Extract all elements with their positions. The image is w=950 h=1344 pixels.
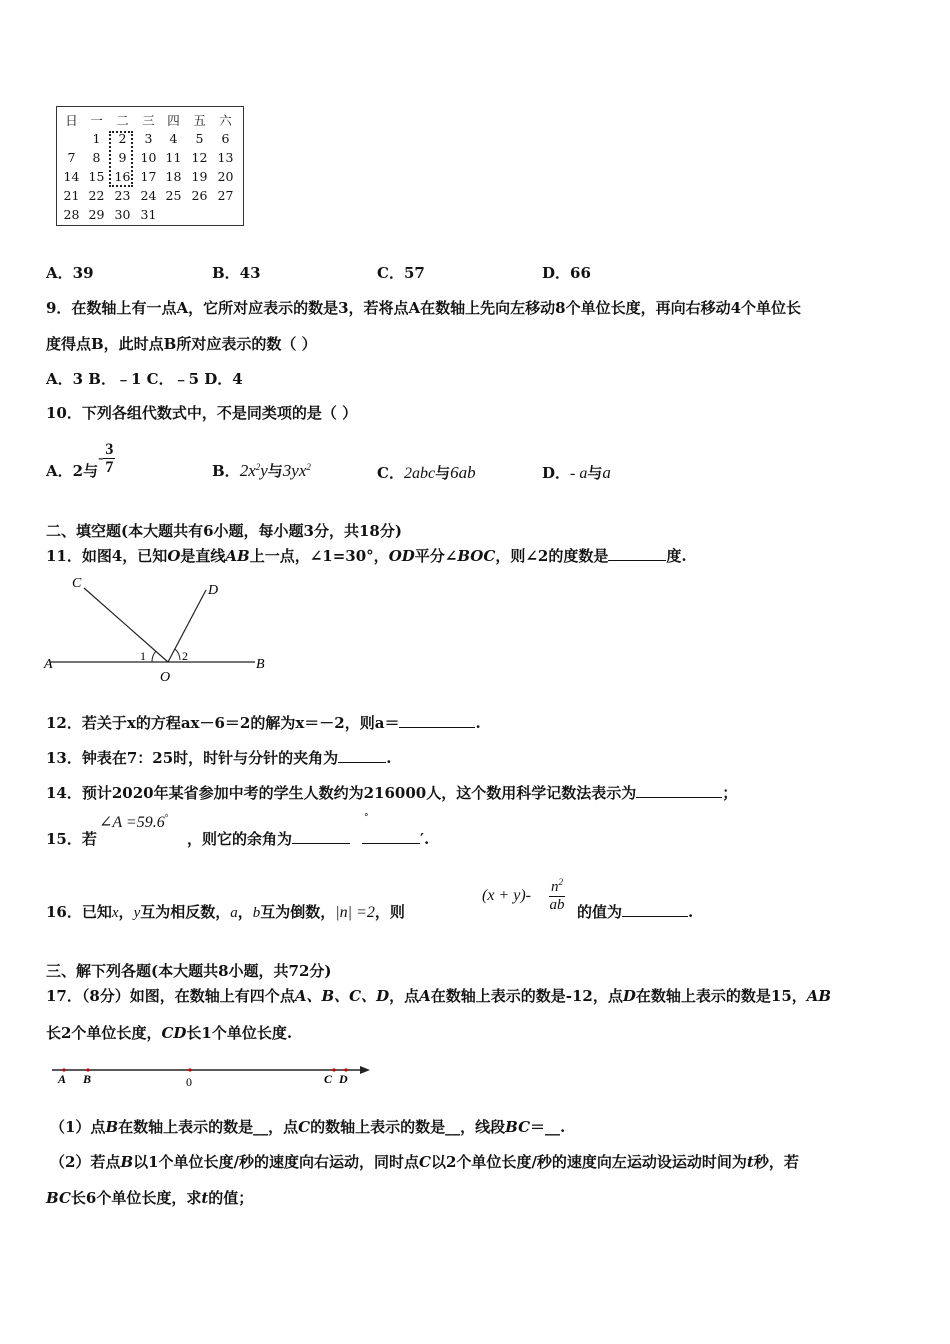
calendar-day-cell: 18 (165, 169, 182, 184)
q8-option-c: C．57 (377, 264, 425, 282)
calendar-day-cell: 20 (217, 169, 234, 184)
calendar-header-cell: 二 (116, 113, 129, 128)
q10-a-label: A．2与 (46, 462, 99, 480)
q17-line2: 长2个单位长度，CD长1个单位长度. (46, 1024, 293, 1042)
calendar-day-cell: 25 (165, 188, 182, 203)
calendar-day-cell: 27 (217, 188, 234, 203)
label-d: D (208, 583, 219, 598)
calendar-day-cell: 10 (140, 150, 157, 165)
calendar-day-cell: 5 (195, 131, 204, 146)
calendar-day-cell: 24 (140, 188, 157, 203)
calendar-day-cell: 9 (118, 150, 127, 165)
calendar-header-cell: 一 (90, 113, 103, 128)
calendar-day-cell: 26 (191, 188, 208, 203)
ray-oc (84, 588, 168, 662)
q16-expression: (x + y)- (482, 887, 531, 904)
q8-option-a: A．39 (46, 264, 94, 282)
calendar-day-cell: 8 (92, 150, 101, 165)
calendar-day-cell: 22 (88, 188, 105, 203)
q16-tail: 的值为 . (577, 903, 694, 921)
q17-line1: 17．（8分）如图，在数轴上有四个点A、B、C、D，点A在数轴上表示的数是-12，点D在数轴上表示的数是15，AB (46, 987, 832, 1005)
q15-blank-2 (362, 829, 420, 844)
q11-blank (608, 546, 666, 561)
q17-part1: （1）点B在数轴上表示的数是__，点C的数轴上表示的数是__，线段BC＝__. (50, 1118, 566, 1136)
q17-part2-line2: BC长6个单位长度，求t的值； (46, 1189, 254, 1207)
q14-blank (636, 783, 722, 798)
q17-part2-line1: （2）若点B以1个单位长度/秒的速度向右运动，同时点C以2个单位长度/秒的速度向左运动设运动时间为t秒，若 (50, 1153, 799, 1171)
calendar-header-cell: 六 (219, 113, 232, 128)
calendar-day-cell: 16 (114, 169, 131, 184)
q10-a-neg: - (98, 449, 104, 467)
q8-option-b: B．43 (212, 264, 261, 282)
label-a: A (44, 657, 53, 672)
q10-stem: 10．下列各组代数式中，不是同类项的是（ ） (46, 404, 358, 422)
q15-blank-1 (292, 829, 350, 844)
calendar-day-cell: 14 (63, 169, 80, 184)
calendar-day-cell: 23 (114, 188, 131, 203)
q15-expr: ∠A =59.6° (99, 812, 169, 831)
point-zero (188, 1068, 191, 1071)
calendar-day-cell: 13 (217, 150, 234, 165)
calendar-day-cell: 11 (165, 150, 182, 165)
figure-4-angle-diagram (40, 570, 280, 690)
q13-text: 13．钟表在7：25时，时针与分针的夹角为 . (46, 749, 392, 767)
calendar-day-cell: 31 (140, 207, 157, 222)
q9-line2: 度得点B，此时点B所对应表示的数（ ） (46, 335, 317, 353)
number-line-arrow-icon (360, 1066, 370, 1074)
calendar-day-cell: 21 (63, 188, 80, 203)
q16-blank (622, 902, 688, 917)
calendar-day-cell: 12 (191, 150, 208, 165)
calendar-day-cell: 30 (114, 207, 131, 222)
calendar-day-cell: 6 (221, 131, 230, 146)
numline-label-d: D (339, 1072, 348, 1086)
point-c (332, 1068, 335, 1071)
calendar-day-cell: 15 (88, 169, 105, 184)
section2-title: 二、填空题(本大题共有6小题，每小题3分，共18分) (46, 522, 402, 540)
calendar-day-cell: 4 (169, 131, 178, 146)
q10-option-d: D．- a与a (542, 463, 611, 482)
numline-label-a: A (58, 1072, 67, 1086)
angle-2-arc (175, 649, 180, 660)
label-b: B (256, 657, 265, 672)
calendar-day-cell: 7 (67, 150, 76, 165)
label-angle-1: 1 (140, 649, 146, 663)
q16-fraction: $\frac{n^2}{ab}$ (549, 874, 565, 914)
q9-line1: 9．在数轴上有一点A，它所对应表示的数是3，若将点A在数轴上先向左移动8个单位长度，再向右移动4个单位长 (46, 299, 802, 317)
q10-option-a (46, 436, 115, 481)
number-line-figure (48, 1058, 378, 1092)
calendar-header-cell: 日 (65, 113, 78, 128)
q16-text: 16．已知x，y互为相反数，a，b互为倒数，|n| =2，则 (46, 903, 405, 921)
numline-label-c: C (324, 1072, 333, 1086)
q10-option-c: C．2abc与6ab (377, 463, 476, 482)
label-o: O (160, 670, 171, 685)
calendar-day-cell: 1 (92, 131, 101, 146)
q8-option-d: D．66 (542, 264, 591, 282)
calendar-day-cell: 29 (88, 207, 105, 222)
calendar-table (56, 106, 244, 226)
q10-option-b: B．$2x^2y$与$3yx^2$ (212, 461, 311, 480)
calendar-day-cell: 28 (63, 207, 80, 222)
label-angle-2: 2 (182, 649, 188, 663)
q15-text: 15．若 (46, 830, 97, 848)
q12-blank (399, 713, 475, 728)
calendar-header-cell: 五 (193, 113, 206, 128)
calendar-header-cell: 四 (167, 113, 180, 128)
calendar-day-cell: 3 (144, 131, 153, 146)
calendar-header-cell: 三 (142, 113, 155, 128)
label-c: C (72, 576, 82, 591)
q11-text: 11．如图4，已知O是直线AB上一点，∠1=30°，OD平分∠BOC，则∠2的度数是 度. (46, 547, 687, 565)
q10-a-fraction: $\frac{3}{7}$ (105, 441, 114, 476)
q15-rest: ，则它的余角为 ′. (187, 830, 430, 848)
q14-text: 14．预计2020年某省参加中考的学生人数约为216000人，这个数用科学记数法表示为 ； (46, 784, 738, 802)
numline-label-b: B (83, 1072, 92, 1086)
calendar-day-cell: 17 (140, 169, 157, 184)
q15-small-degree: ° (364, 813, 369, 823)
q9-options: A．3 B．﹣1 C．﹣5 D．4 (46, 370, 243, 388)
numline-label-zero: 0 (186, 1075, 192, 1089)
q13-blank (338, 748, 386, 763)
q12-text: 12．若关于x的方程ax－6＝2的解为x＝－2，则a＝ . (46, 714, 481, 732)
calendar-day-cell: 2 (118, 131, 127, 146)
angle-1-arc (152, 651, 156, 662)
section3-title: 三、解下列各题(本大题共8小题，共72分) (46, 962, 332, 980)
calendar-day-cell: 19 (191, 169, 208, 184)
